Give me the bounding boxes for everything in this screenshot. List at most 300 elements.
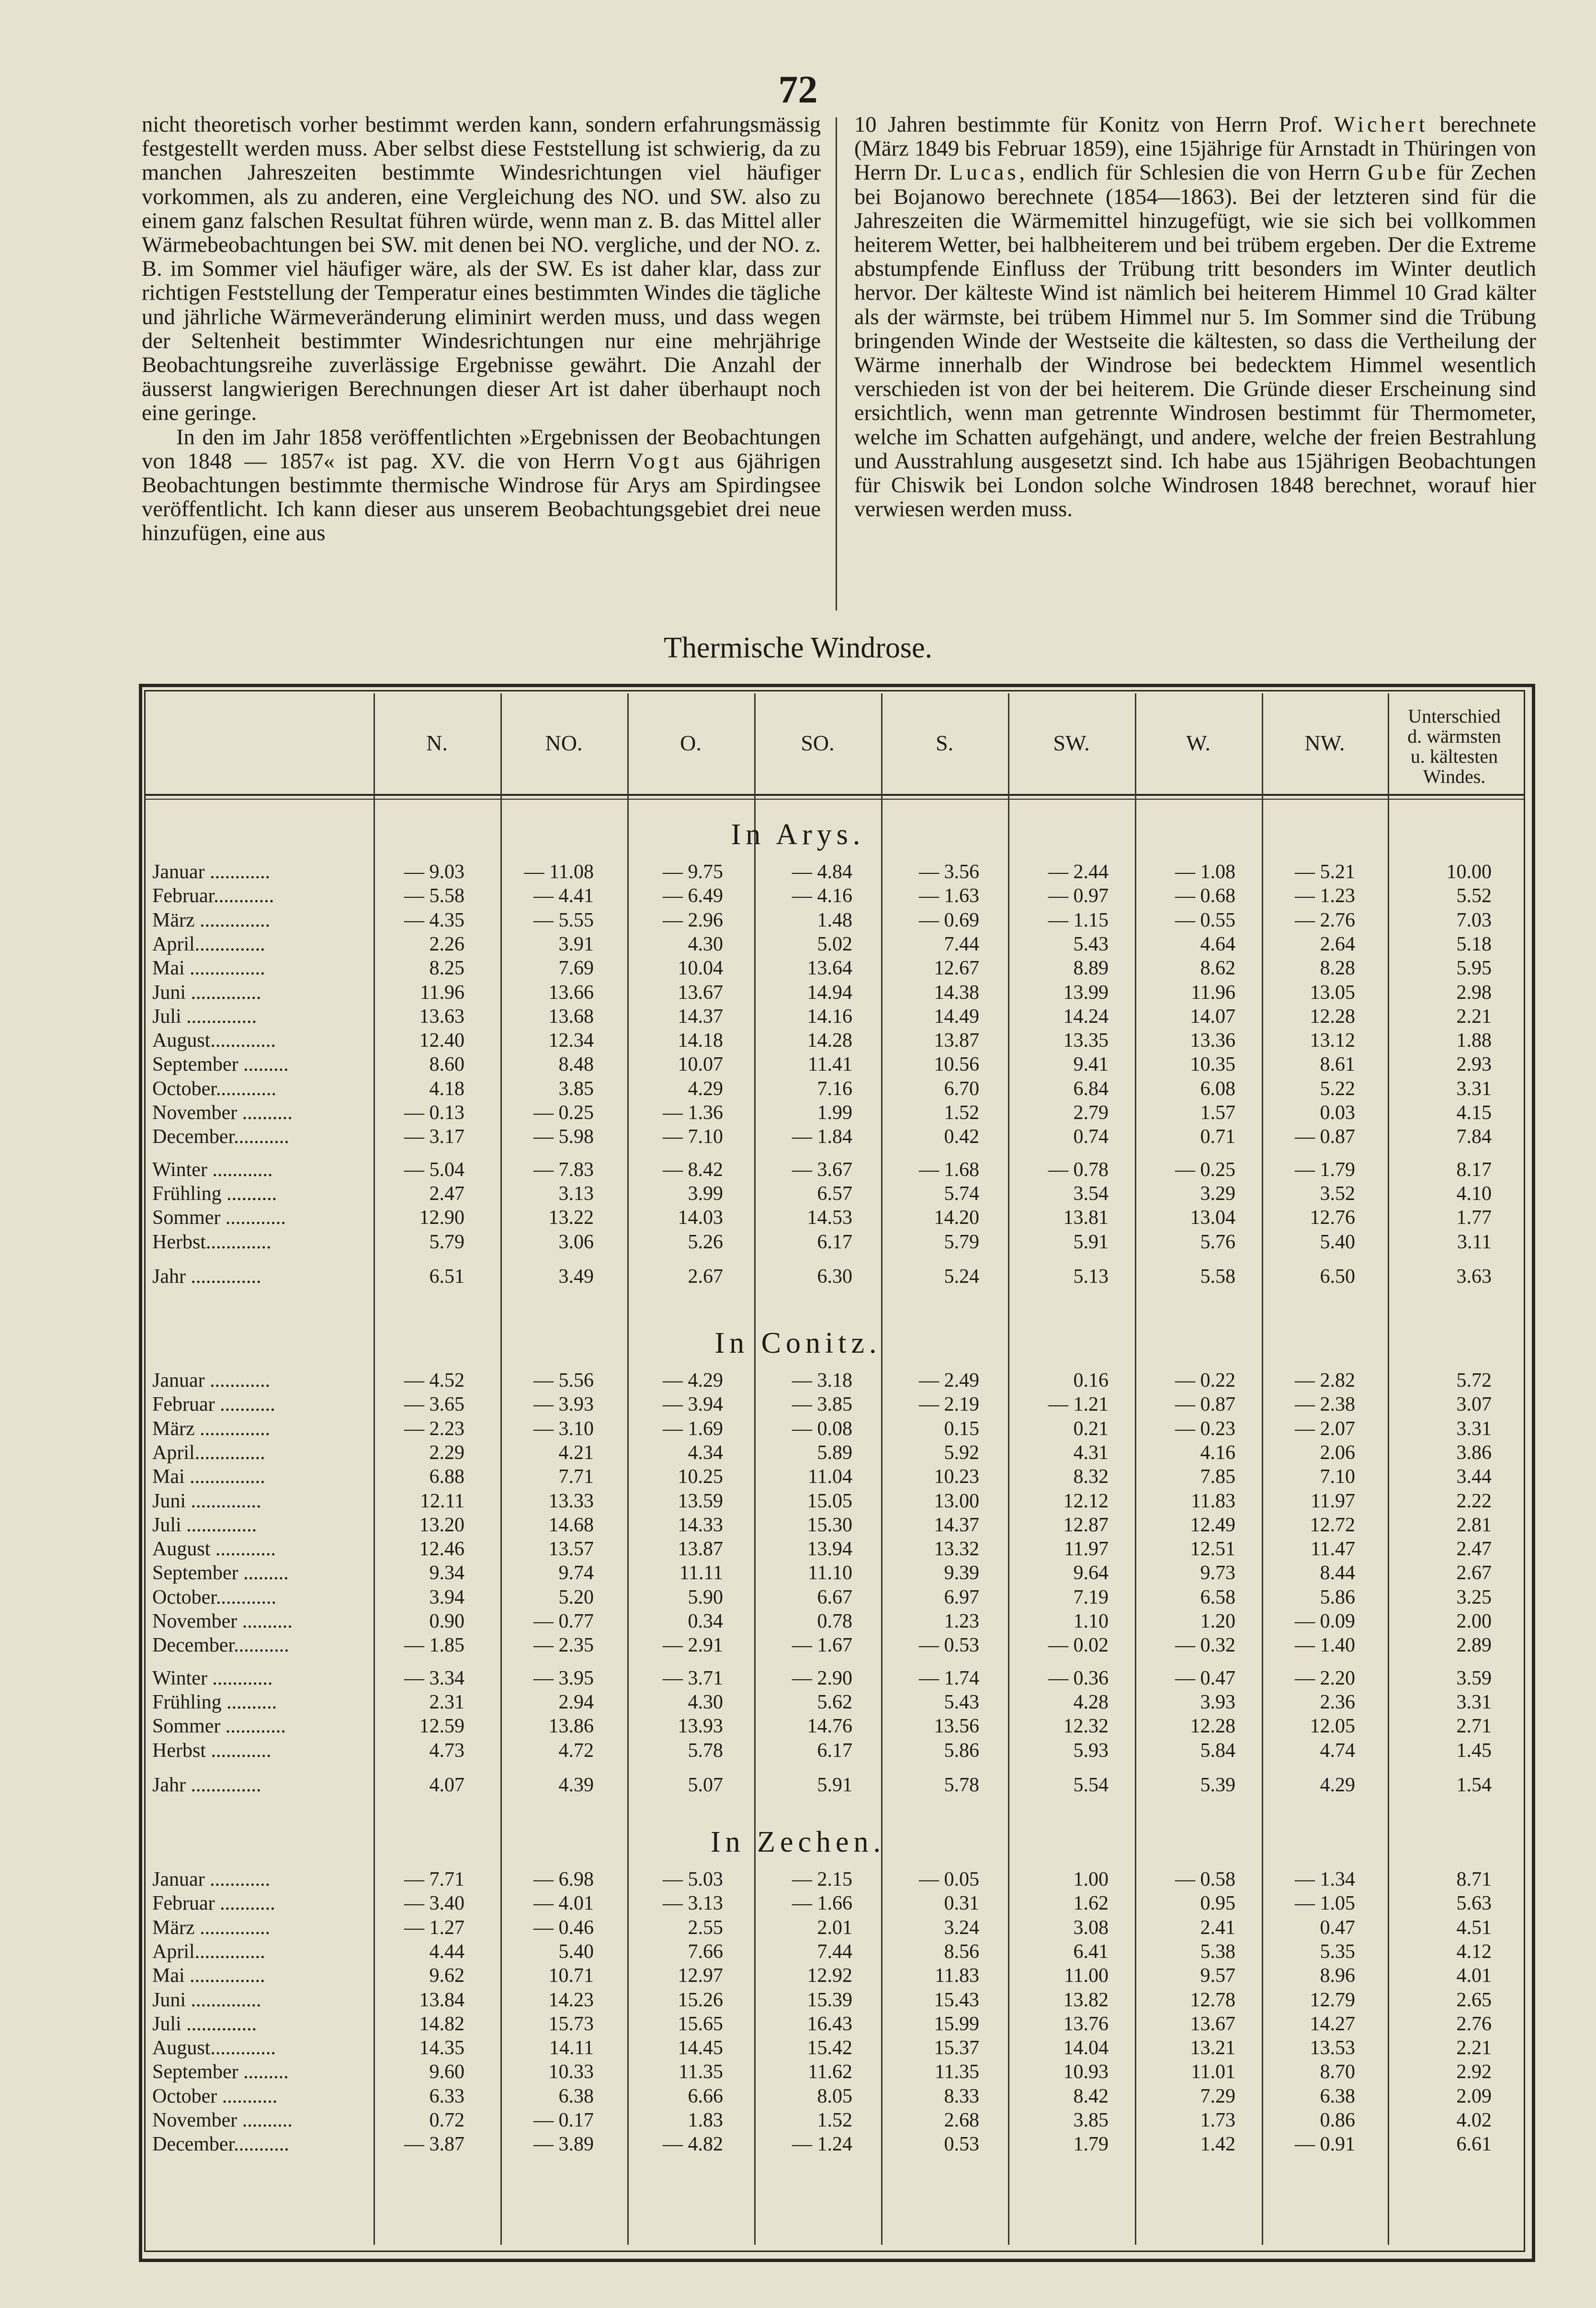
season-row-cell: 12.32 (1063, 1715, 1109, 1738)
season-row-cell: 5.84 (1200, 1739, 1235, 1762)
month-row-cell: 3.24 (944, 1916, 979, 1939)
month-row-cell: 13.33 (548, 1490, 594, 1512)
month-row-cell: 15.43 (934, 1989, 979, 2011)
month-row-cell: — 5.58 (404, 885, 464, 907)
season-row-cell: 12.59 (419, 1715, 464, 1738)
month-row-cell: — 2.82 (1295, 1369, 1355, 1392)
month-row-cell: — 0.08 (792, 1417, 852, 1440)
season-row-cell: 3.99 (688, 1182, 723, 1205)
month-row-cell: 2.81 (1456, 1514, 1492, 1536)
month-row-label: August ............ (152, 1538, 276, 1561)
season-row-cell: — 3.67 (792, 1158, 852, 1181)
month-row-cell: 8.42 (1073, 2085, 1109, 2107)
month-row-cell: 10.23 (934, 1466, 979, 1488)
month-row-cell: 13.05 (1310, 981, 1355, 1004)
year-row-cell: 1.54 (1456, 1774, 1492, 1796)
month-row-cell: — 0.22 (1175, 1369, 1235, 1392)
month-row-cell: 14.49 (934, 1005, 979, 1028)
season-row-cell: 5.43 (944, 1691, 979, 1713)
season-row-cell: 3.11 (1457, 1231, 1492, 1253)
month-row-cell: 4.18 (429, 1077, 464, 1100)
month-row-cell: 4.29 (688, 1077, 723, 1100)
year-row-cell: 5.78 (944, 1774, 979, 1796)
season-row-label: Winter ............ (152, 1158, 273, 1181)
month-row-cell: 13.94 (807, 1538, 852, 1561)
month-row-cell: 0.90 (429, 1610, 464, 1632)
month-row-cell: 13.35 (1063, 1030, 1109, 1052)
month-row-cell: 10.71 (548, 1965, 594, 1987)
month-row-cell: 5.95 (1456, 957, 1492, 980)
month-row-cell: 2.21 (1456, 2037, 1492, 2059)
month-row-cell: 15.30 (807, 1514, 852, 1536)
month-row-cell: 2.09 (1456, 2085, 1492, 2107)
month-row-cell: 14.11 (549, 2037, 594, 2059)
month-row-cell: — 3.89 (533, 2133, 594, 2156)
month-row-cell: 5.20 (558, 1586, 594, 1608)
season-row-cell: 4.73 (429, 1739, 464, 1762)
month-row-cell: 2.92 (1456, 2061, 1492, 2083)
month-row-cell: 4.16 (1200, 1441, 1235, 1464)
month-row-cell: — 3.17 (404, 1126, 464, 1148)
month-row-cell: 8.60 (429, 1053, 464, 1076)
season-row-cell: 5.78 (688, 1739, 723, 1762)
month-row-cell: — 5.98 (533, 1126, 594, 1148)
month-row-cell: 14.16 (807, 1005, 852, 1028)
month-row-cell: 13.67 (1190, 2013, 1235, 2035)
month-row-label: December........... (152, 1126, 289, 1148)
month-row-cell: 9.62 (429, 1965, 464, 1987)
month-row-cell: 1.88 (1456, 1030, 1492, 1052)
month-row-cell: 11.47 (1311, 1538, 1355, 1561)
month-row-cell: 12.49 (1190, 1514, 1235, 1536)
year-row-cell: 4.07 (429, 1774, 464, 1796)
season-row-cell: — 0.25 (1175, 1158, 1235, 1181)
month-row-cell: 4.01 (1456, 1965, 1492, 1987)
month-row-cell: 9.64 (1073, 1562, 1109, 1584)
month-row-cell: 7.16 (817, 1077, 852, 1100)
season-row-cell: 2.94 (558, 1691, 594, 1713)
season-row-label: Sommer ............ (152, 1207, 286, 1229)
month-row-cell: 10.00 (1446, 861, 1492, 883)
month-row-cell: 8.28 (1320, 957, 1355, 980)
month-row-cell: — 2.76 (1295, 909, 1355, 931)
season-row-cell: 14.76 (807, 1715, 852, 1738)
month-row-cell: — 1.84 (792, 1126, 852, 1148)
year-row-cell: 5.07 (688, 1774, 723, 1796)
month-row-cell: 10.93 (1063, 2061, 1109, 2083)
month-row-cell: 5.40 (558, 1940, 594, 1963)
month-row-label: Februar ........... (152, 1393, 275, 1416)
year-row-cell: 5.58 (1200, 1265, 1235, 1288)
season-row-cell: — 8.42 (663, 1158, 723, 1181)
month-row-cell: 0.86 (1320, 2109, 1355, 2131)
season-row-cell: 4.28 (1073, 1691, 1109, 1713)
month-row-cell: 3.44 (1456, 1466, 1492, 1488)
season-row-cell: 4.10 (1456, 1182, 1492, 1205)
month-row-cell: — 6.49 (663, 885, 723, 907)
month-row-cell: — 0.17 (533, 2109, 594, 2131)
season-row-cell: 4.30 (688, 1691, 723, 1713)
month-row-cell: 4.34 (688, 1441, 723, 1464)
month-row-cell: 8.96 (1320, 1965, 1355, 1987)
season-row-cell: 4.72 (558, 1739, 594, 1762)
month-row-cell: 5.86 (1320, 1586, 1355, 1608)
year-row-cell: 4.39 (558, 1774, 594, 1796)
season-row-cell: 5.79 (944, 1231, 979, 1253)
year-row-cell: 5.54 (1073, 1774, 1109, 1796)
month-row-cell: 6.38 (558, 2085, 594, 2107)
season-row-cell: — 5.04 (404, 1158, 464, 1181)
month-row-label: Juni .............. (152, 1989, 261, 2011)
season-row-cell: — 0.78 (1048, 1158, 1109, 1181)
month-row-cell: 2.55 (688, 1916, 723, 1939)
month-row-cell: 8.56 (944, 1940, 979, 1963)
month-row-cell: 11.96 (1191, 981, 1235, 1004)
month-row-cell: — 5.21 (1295, 861, 1355, 883)
season-row-cell: 4.74 (1320, 1739, 1355, 1762)
month-row-cell: — 0.25 (533, 1102, 594, 1124)
month-row-cell: — 3.10 (533, 1417, 594, 1440)
header-6: SW. (1053, 731, 1090, 755)
month-row-cell: 8.70 (1320, 2061, 1355, 2083)
month-row-cell: 4.02 (1456, 2109, 1492, 2131)
year-row-cell: 2.67 (688, 1265, 723, 1288)
month-row-cell: 0.15 (944, 1417, 979, 1440)
month-row-cell: — 4.01 (533, 1892, 594, 1915)
month-row-cell: 14.27 (1310, 2013, 1355, 2035)
month-row-cell: 15.42 (807, 2037, 852, 2059)
month-row-cell: — 1.27 (404, 1916, 464, 1939)
month-row-label: Juli .............. (152, 1514, 257, 1536)
month-row-label: März .............. (152, 1916, 271, 1939)
season-row-label: Frühling .......... (152, 1691, 277, 1713)
month-row-cell: 4.51 (1456, 1916, 1492, 1939)
year-row-cell: 5.91 (817, 1774, 852, 1796)
header-difference (1388, 706, 1521, 787)
month-row-cell: 0.78 (817, 1610, 852, 1632)
section-title: In Zechen. (710, 1826, 886, 1858)
month-row-cell: 3.25 (1456, 1586, 1492, 1608)
month-row-cell: 9.34 (429, 1562, 464, 1584)
month-row-cell: — 4.52 (404, 1369, 464, 1392)
month-row-cell: 1.23 (944, 1610, 979, 1632)
month-row-cell: 9.60 (429, 2061, 464, 2083)
month-row-label: October............ (152, 1586, 276, 1608)
month-row-cell: 13.53 (1310, 2037, 1355, 2059)
month-row-label: Juni .............. (152, 1490, 261, 1512)
month-row-cell: 5.22 (1320, 1077, 1355, 1100)
month-row-cell: 13.68 (548, 1005, 594, 1028)
season-row-cell: 5.26 (688, 1231, 723, 1253)
month-row-cell: 14.38 (934, 981, 979, 1004)
season-row-cell: 3.29 (1200, 1182, 1235, 1205)
month-row-cell: 2.89 (1456, 1634, 1492, 1657)
month-row-cell: 14.37 (678, 1005, 723, 1028)
month-row-cell: 1.62 (1073, 1892, 1109, 1915)
season-row-cell: 5.74 (944, 1182, 979, 1205)
month-row-cell: 9.39 (944, 1562, 979, 1584)
month-row-cell: 5.02 (817, 933, 852, 955)
season-row-cell: 12.05 (1310, 1715, 1355, 1738)
month-row-cell: — 3.94 (663, 1393, 723, 1416)
month-row-cell: — 0.58 (1175, 1868, 1235, 1890)
month-row-cell: 2.76 (1456, 2013, 1492, 2035)
month-row-cell: — 7.71 (404, 1868, 464, 1890)
month-row-cell: — 4.35 (404, 909, 464, 931)
month-row-cell: 15.05 (807, 1490, 852, 1512)
month-row-cell: 12.78 (1190, 1989, 1235, 2011)
season-row-cell: 13.04 (1190, 1207, 1235, 1229)
month-row-cell: 3.91 (558, 933, 594, 955)
month-row-cell: 12.12 (1063, 1490, 1109, 1512)
month-row-cell: 0.74 (1073, 1126, 1109, 1148)
season-row-cell: 2.36 (1320, 1691, 1355, 1713)
month-row-cell: 14.33 (678, 1514, 723, 1536)
month-row-cell: 0.72 (429, 2109, 464, 2131)
page-number: 72 (778, 68, 818, 111)
month-row-cell: 13.76 (1063, 2013, 1109, 2035)
month-row-cell: 11.10 (808, 1562, 852, 1584)
month-row-cell: — 4.84 (792, 861, 852, 883)
column-divider (836, 117, 837, 611)
month-row-cell: — 0.09 (1295, 1610, 1355, 1632)
header-4: SO. (801, 731, 835, 755)
month-row-cell: — 0.23 (1175, 1417, 1235, 1440)
month-row-cell: — 2.35 (533, 1634, 594, 1657)
month-row-cell: — 1.21 (1048, 1393, 1109, 1416)
year-row-cell: 6.51 (429, 1265, 464, 1288)
season-row-label: Herbst ............ (152, 1739, 272, 1762)
month-row-cell: — 1.15 (1048, 909, 1109, 931)
month-row-cell: 12.51 (1190, 1538, 1235, 1561)
season-row-cell: 5.79 (429, 1231, 464, 1253)
left-paragraph-1: nicht theoretisch vorher bestimmt werden kann, sondern erfahrungsmässig festgestellt werden muss. Aber selbst diese Feststellung ist schwierig, da zu manchen Jahreszeiten bestimmte Windesrichtungen viel häufiger vorkommen, als zu anderen, eine Vergleichung des NO. und SW. also zu einem ganz falschen Resultat führen würde, wenn man z. B. das Mittel aller Wärmebeobachtungen bei SW. mit denen bei NO. vergliche, und der NO. z. B. im Sommer viel häufiger wäre, als der SW. Es ist daher klar, dass zur richtigen Feststellung der Temperatur eines bestimmten Windes die tägliche und jährliche Wärmeveränderung eliminirt werden muss, und dass wegen der Seltenheit bestimmter Windesrichtungen nur eine mehrjährige Beobachtungsreihe zuverlässige Ergebnisse gewährt. Die Anzahl der äusserst langwierigen Berechnungen dieser Art ist daher überhaupt noch eine geringe. (142, 113, 821, 426)
season-row-label: Sommer ............ (152, 1715, 286, 1738)
month-row-cell: 1.73 (1200, 2109, 1235, 2131)
month-row-cell: 5.90 (688, 1586, 723, 1608)
season-row-cell: 5.91 (1073, 1231, 1109, 1253)
month-row-cell: 14.23 (548, 1989, 594, 2011)
season-row-cell: — 2.20 (1295, 1667, 1355, 1689)
month-row-label: Mai ............... (152, 1466, 265, 1488)
month-row-cell: 1.00 (1073, 1868, 1109, 1890)
season-row-cell: — 1.74 (919, 1667, 979, 1689)
month-row-cell: 14.45 (678, 2037, 723, 2059)
month-row-cell: 9.41 (1073, 1053, 1109, 1076)
month-row-cell: 13.87 (934, 1030, 979, 1052)
month-row-cell: 0.47 (1320, 1916, 1355, 1939)
month-row-cell: 14.68 (548, 1514, 594, 1536)
month-row-label: Juli .............. (152, 1005, 257, 1028)
month-row-cell: 3.94 (429, 1586, 464, 1608)
month-row-cell: — 0.02 (1048, 1634, 1109, 1657)
month-row-label: Mai ............... (152, 957, 265, 980)
month-row-cell: 15.73 (548, 2013, 594, 2035)
month-row-cell: 4.31 (1073, 1441, 1109, 1464)
month-row-cell: 8.05 (817, 2085, 852, 2107)
month-row-cell: 3.08 (1073, 1916, 1109, 1939)
header-8: NW. (1304, 731, 1345, 755)
month-row-cell: 7.19 (1073, 1586, 1109, 1608)
month-row-cell: 2.26 (429, 933, 464, 955)
month-row-cell: — 0.68 (1175, 885, 1235, 907)
month-row-cell: 2.21 (1456, 1005, 1492, 1028)
month-row-cell: — 2.38 (1295, 1393, 1355, 1416)
season-row-cell: — 1.79 (1295, 1158, 1355, 1181)
right-paragraph: 10 Jahren bestimmte für Konitz von Herrn Prof. Wichert berechnete (März 1849 bis Februar 1859), eine 15jährige für Arnstadt in Thüringen von Herrn Dr. Lucas, endlich für Schlesien die von Herrn Gube für Zechen bei Bojanowo berechnete (1854—1863). Bei der letzteren sind für die Jahreszeiten die Wärmemittel hinzugefügt, wie sie sich bei vollkommen heiterem Wetter, bei halbheiterem und bei trübem ergeben. Der die Extreme abstumpfende Einfluss der Trübung tritt besonders im Winter deutlich hervor. Der kälteste Wind ist nämlich bei heiterem Himmel 10 Grad kälter als der wärmste, bei trübem Himmel nur 5. Im Sommer sind die Trübung bringenden Winde der Westseite die kältesten, so dass die Vertheilung der Wärme innerhalb der Windrose bei bedecktem Himmel wesentlich verschieden ist von der bei heiterem. Die Gründe dieser Erscheinung sind ersichtlich, wenn man getrennte Windrosen bestimmt für Thermometer, welche im Schatten aufgehängt, und andere, welche der freien Bestrahlung und Ausstrahlung ausgesetzt sind. Ich habe aus 15jährigen Beobachtungen für Chiswik bei London solche Windrosen 1848 berechnet, worauf hier verwiesen werden muss. (854, 113, 1536, 522)
month-row-cell: 11.35 (679, 2061, 723, 2083)
month-row-cell: 13.36 (1190, 1030, 1235, 1052)
month-row-cell: 12.11 (420, 1490, 464, 1512)
month-row-cell: 6.88 (429, 1466, 464, 1488)
month-row-cell: 10.07 (678, 1053, 723, 1076)
season-row-cell: 5.86 (944, 1739, 979, 1762)
month-row-cell: 14.07 (1190, 1005, 1235, 1028)
month-row-label: Februar............ (152, 885, 274, 907)
left-text-column (142, 113, 821, 546)
month-row-cell: 0.53 (944, 2133, 979, 2156)
month-row-cell: 13.66 (548, 981, 594, 1004)
month-row-cell: 12.46 (419, 1538, 464, 1561)
month-row-cell: — 3.85 (792, 1393, 852, 1416)
month-row-cell: 5.38 (1200, 1940, 1235, 1963)
month-row-cell: — 1.24 (792, 2133, 852, 2156)
month-row-cell: 11.83 (935, 1965, 979, 1987)
month-row-cell: 11.62 (808, 2061, 852, 2083)
month-row-cell: 13.12 (1310, 1030, 1355, 1052)
month-row-cell: 4.30 (688, 933, 723, 955)
month-row-cell: 0.21 (1073, 1417, 1109, 1440)
section-title: In Conitz. (714, 1327, 882, 1359)
season-row-cell: 13.81 (1063, 1207, 1109, 1229)
month-row-cell: — 0.46 (533, 1916, 594, 1939)
month-row-cell: 7.85 (1200, 1466, 1235, 1488)
season-row-cell: 2.31 (429, 1691, 464, 1713)
month-row-cell: 4.21 (558, 1441, 594, 1464)
month-row-cell: 11.97 (1064, 1538, 1109, 1561)
season-row-cell: 5.40 (1320, 1231, 1355, 1253)
month-row-cell: 8.89 (1073, 957, 1109, 980)
month-row-cell: — 0.69 (919, 909, 979, 931)
month-row-cell: 15.26 (678, 1989, 723, 2011)
month-row-label: August............. (152, 1030, 276, 1052)
month-row-cell: — 2.49 (919, 1369, 979, 1392)
month-row-cell: — 9.03 (404, 861, 464, 883)
month-row-cell: 11.41 (808, 1053, 852, 1076)
month-row-cell: 14.35 (419, 2037, 464, 2059)
month-row-cell: 2.98 (1456, 981, 1492, 1004)
month-row-cell: 8.33 (944, 2085, 979, 2107)
month-row-cell: 16.43 (807, 2013, 852, 2035)
month-row-cell: 6.41 (1073, 1940, 1109, 1963)
month-row-cell: 5.35 (1320, 1940, 1355, 1963)
month-row-cell: 15.39 (807, 1989, 852, 2011)
month-row-cell: 2.79 (1073, 1102, 1109, 1124)
month-row-cell: 8.61 (1320, 1053, 1355, 1076)
month-row-cell: — 2.96 (663, 909, 723, 931)
month-row-cell: 13.99 (1063, 981, 1109, 1004)
month-row-cell: 2.93 (1456, 1053, 1492, 1076)
month-row-cell: 11.00 (1064, 1965, 1109, 1987)
month-row-cell: 4.12 (1456, 1940, 1492, 1963)
month-row-cell: 9.73 (1200, 1562, 1235, 1584)
table-title: Thermische Windrose. (663, 632, 933, 664)
month-row-cell: — 5.55 (533, 909, 594, 931)
month-row-cell: 10.25 (678, 1466, 723, 1488)
year-row-label: Jahr .............. (152, 1774, 261, 1796)
month-row-label: Januar ............ (152, 1868, 271, 1890)
month-row-cell: 9.57 (1200, 1965, 1235, 1987)
month-row-cell: — 0.13 (404, 1102, 464, 1124)
month-row-label: März .............. (152, 1417, 271, 1440)
month-row-cell: — 0.32 (1175, 1634, 1235, 1657)
month-row-cell: 5.18 (1456, 933, 1492, 955)
month-row-cell: — 0.05 (919, 1868, 979, 1890)
month-row-cell: 2.65 (1456, 1989, 1492, 2011)
month-row-cell: — 1.66 (792, 1892, 852, 1915)
month-row-cell: 13.00 (934, 1490, 979, 1512)
month-row-cell: 10.56 (934, 1053, 979, 1076)
month-row-cell: — 1.05 (1295, 1892, 1355, 1915)
season-row-cell: 14.20 (934, 1207, 979, 1229)
month-row-cell: 5.89 (817, 1441, 852, 1464)
month-row-cell: 13.84 (419, 1989, 464, 2011)
season-row-cell: 8.17 (1456, 1158, 1492, 1181)
year-row-cell: 5.13 (1073, 1265, 1109, 1288)
year-row-cell: 6.30 (817, 1265, 852, 1288)
season-row-cell: — 3.71 (663, 1667, 723, 1689)
right-text-column (854, 113, 1536, 521)
month-row-label: December........... (152, 2133, 289, 2156)
month-row-cell: 13.20 (419, 1514, 464, 1536)
month-row-cell: 8.32 (1073, 1466, 1109, 1488)
section-title: In Arys. (731, 818, 865, 851)
month-row-cell: 2.00 (1456, 1610, 1492, 1632)
month-row-cell: 14.24 (1063, 1005, 1109, 1028)
month-row-cell: 15.37 (934, 2037, 979, 2059)
month-row-cell: 7.44 (944, 933, 979, 955)
month-row-cell: 2.64 (1320, 933, 1355, 955)
month-row-label: April.............. (152, 1441, 265, 1464)
year-row-cell: 6.50 (1320, 1265, 1355, 1288)
month-row-cell: 5.52 (1456, 885, 1492, 907)
month-row-cell: — 0.87 (1295, 1126, 1355, 1148)
month-row-label: Januar ............ (152, 1369, 271, 1392)
month-row-cell: — 3.87 (404, 2133, 464, 2156)
month-row-cell: — 1.08 (1175, 861, 1235, 883)
month-row-cell: 3.86 (1456, 1441, 1492, 1464)
month-row-label: November .......... (152, 1610, 293, 1632)
year-row-cell: 5.24 (944, 1265, 979, 1288)
month-row-cell: 10.35 (1190, 1053, 1235, 1076)
header-difference-line: d. wärmsten (1407, 725, 1501, 747)
month-row-cell: — 2.44 (1048, 861, 1109, 883)
year-row-cell: 4.29 (1320, 1774, 1355, 1796)
month-row-cell: 2.68 (944, 2109, 979, 2131)
year-row-cell: 3.63 (1456, 1265, 1492, 1288)
season-row-cell: 13.56 (934, 1715, 979, 1738)
month-row-cell: 14.82 (419, 2013, 464, 2035)
season-row-cell: — 1.68 (919, 1158, 979, 1181)
month-row-cell: 14.04 (1063, 2037, 1109, 2059)
month-row-cell: 8.44 (1320, 1562, 1355, 1584)
month-row-cell: 0.42 (944, 1126, 979, 1148)
month-row-cell: 6.38 (1320, 2085, 1355, 2107)
month-row-cell: 13.59 (678, 1490, 723, 1512)
season-row-cell: 6.17 (817, 1739, 852, 1762)
month-row-label: August............. (152, 2037, 276, 2059)
month-row-cell: 8.48 (558, 1053, 594, 1076)
